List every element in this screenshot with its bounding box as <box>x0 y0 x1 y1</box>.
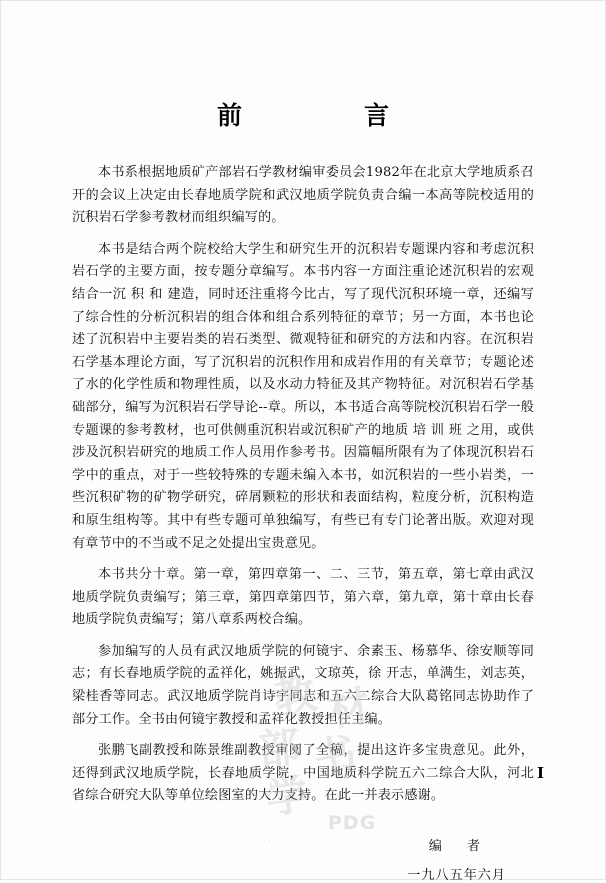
paragraph-1: 本书系根据地质矿产部岩石学教材编审委员会1982年在北京大学地质系召开的会议上决定由长春地质学院和武汉地质学院负责合编一本高等院校适用的沉积岩石学参考教材而组织编写的。 <box>72 165 534 226</box>
watermark-char-5: 学 <box>262 769 312 824</box>
page-title: 前 言 <box>216 101 413 130</box>
paragraph-5: 张鹏飞副教授和陈景维副教授审阅了全稿，提出这许多宝贵意见。此外，还得到武汉地质学院，长春地质学院，中国地质科学院五六二综合大队，河北省综合研究大队等单位绘图室的大力支持。在此一并表示感谢。 <box>72 743 534 804</box>
watermark-char-2: 材 <box>324 681 374 736</box>
watermark-char-1: 教 <box>269 668 320 725</box>
edge-mark: . <box>268 834 271 844</box>
paragraph-2: 本书是结合两个院校给大学生和研究生开的沉积岩专题课内容和考虑沉积岩石学的主要方面，按专题分章编写。本书内容一方面注重论述沉积岩的宏观结合一沉 积 和 建造，同时还注重将今比古，写了现代沉积环境一章，还编写了综合性的分析沉积岩的组合体和组合系列特征的章节；另一方面，本书也论述了沉积岩中主要岩类的岩石类型、微观特征和研究的方法和内容。在沉积岩石学基本理论方面，写了沉积岩的沉积作用和成岩作用的有关章节；专题论述了水的化学性质和物理性质，以及水动力特征及其产物特征。对沉积岩石学基础部分，编写为沉积岩石学导论--章。所以，本书适合高等院校沉积岩石学一般专题课的参考教材，也可供侧重沉积岩或沉积矿产的地质 培 训 班 之用，或供涉及沉积岩研究的地质工作人员用作参考书。因篇幅所限有为了体现沉积岩石学中的重点，对于一些较特殊的专题未编入本书，如沉积岩的一些小岩类，一些沉积矿物的矿物学研究，碎屑颗粒的形状和表面结构，粒度分析，沉积构造和原生组构等。其中有些专题可单独编写，有些已有专门论著出版。欢迎对现有章节中的不当或不足之处提出宝贵意见。 <box>72 241 534 551</box>
signature-author: 编 者 <box>428 839 486 855</box>
paragraph-4: 参加编写的人员有武汉地质学院的何镜宇、余素玉、杨慕华、徐安顺等同志；有长春地质学院的孟祥化，姚振武，文琼英，徐 开志，单满生，刘志英，梁桂香等同志。武汉地质学院肖诗宇同志和五六二综合大队葛铭同志协助作了部分工作。全书由何镜宇教授和孟祥化教授担任主编。 <box>72 643 534 727</box>
paragraph-3: 本书共分十章。第一章，第四章第一、二、三节，第五章，第七章由武汉地质学院负责编写；第三章，第四章第四节，第六章，第九章，第十章由长春地质学院负责编写；第八章系两校合编。 <box>72 567 534 628</box>
watermark-char-4: 书 <box>309 728 361 785</box>
signature-date: 一九八五年六月 <box>407 868 506 883</box>
watermark-label: PDG <box>328 812 377 834</box>
watermark-char-3: 部 <box>255 721 303 776</box>
page-number: I <box>536 764 544 782</box>
